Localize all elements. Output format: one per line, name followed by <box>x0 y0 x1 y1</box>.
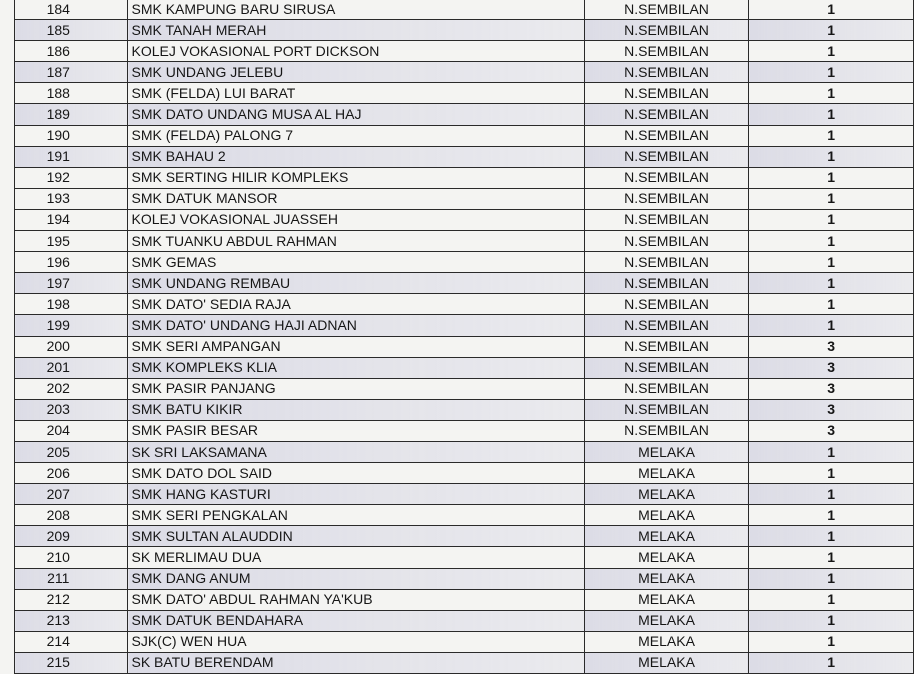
table-row <box>15 167 914 188</box>
row-number-cell: 202 <box>15 378 128 399</box>
count-cell: 1 <box>749 231 914 252</box>
table-row <box>15 125 914 146</box>
table-row <box>15 83 914 104</box>
table-row <box>15 505 914 526</box>
row-number-cell: 212 <box>15 589 128 610</box>
school-name-cell: SMK DANG ANUM <box>128 568 584 589</box>
row-number-cell: 198 <box>15 294 128 315</box>
count-cell: 1 <box>749 610 914 631</box>
state-cell: MELAKA <box>584 463 748 484</box>
state-cell: N.SEMBILAN <box>584 188 748 209</box>
state-cell: N.SEMBILAN <box>584 378 748 399</box>
state-cell: N.SEMBILAN <box>584 273 748 294</box>
table-row <box>15 526 914 547</box>
row-number-cell: 192 <box>15 167 128 188</box>
row-number-cell: 186 <box>15 41 128 62</box>
school-name-cell: SK SRI LAKSAMANA <box>128 441 584 462</box>
school-name-cell: SMK (FELDA) LUI BARAT <box>128 83 584 104</box>
state-cell: N.SEMBILAN <box>584 231 748 252</box>
table-row <box>15 0 914 20</box>
school-name-cell: SMK TUANKU ABDUL RAHMAN <box>128 231 584 252</box>
state-cell: MELAKA <box>584 610 748 631</box>
table-row <box>15 336 914 357</box>
table-row <box>15 273 914 294</box>
state-cell: MELAKA <box>584 526 748 547</box>
count-cell: 3 <box>749 420 914 441</box>
table-row <box>15 631 914 652</box>
count-cell: 1 <box>749 589 914 610</box>
school-name-cell: SMK UNDANG REMBAU <box>128 273 584 294</box>
count-cell: 1 <box>749 463 914 484</box>
row-number-cell: 215 <box>15 652 128 673</box>
state-cell: MELAKA <box>584 505 748 526</box>
row-number-cell: 211 <box>15 568 128 589</box>
school-name-cell: SMK PASIR PANJANG <box>128 378 584 399</box>
school-name-cell: SMK KOMPLEKS KLIA <box>128 357 584 378</box>
state-cell: N.SEMBILAN <box>584 399 748 420</box>
row-number-cell: 205 <box>15 441 128 462</box>
school-name-cell: SMK HANG KASTURI <box>128 484 584 505</box>
row-number-cell: 187 <box>15 62 128 83</box>
state-cell: N.SEMBILAN <box>584 357 748 378</box>
row-number-cell: 185 <box>15 20 128 41</box>
state-cell: N.SEMBILAN <box>584 252 748 273</box>
table-row <box>15 315 914 336</box>
table-row <box>15 231 914 252</box>
school-name-cell: SMK SERI PENGKALAN <box>128 505 584 526</box>
state-cell: N.SEMBILAN <box>584 20 748 41</box>
state-cell: MELAKA <box>584 631 748 652</box>
row-number-cell: 195 <box>15 231 128 252</box>
state-cell: N.SEMBILAN <box>584 0 748 20</box>
table-row <box>15 463 914 484</box>
state-cell: N.SEMBILAN <box>584 336 748 357</box>
state-cell: MELAKA <box>584 568 748 589</box>
table-row <box>15 62 914 83</box>
row-number-cell: 190 <box>15 125 128 146</box>
table-row <box>15 104 914 125</box>
school-name-cell: SMK SERTING HILIR KOMPLEKS <box>128 167 584 188</box>
table-row <box>15 252 914 273</box>
table-row <box>15 610 914 631</box>
count-cell: 1 <box>749 252 914 273</box>
table-row <box>15 484 914 505</box>
school-name-cell: SMK SERI AMPANGAN <box>128 336 584 357</box>
count-cell: 1 <box>749 315 914 336</box>
table-row <box>15 568 914 589</box>
row-number-cell: 210 <box>15 547 128 568</box>
school-name-cell: SMK DATO' UNDANG HAJI ADNAN <box>128 315 584 336</box>
count-cell: 1 <box>749 188 914 209</box>
table-row <box>15 589 914 610</box>
row-number-cell: 197 <box>15 273 128 294</box>
school-name-cell: SK MERLIMAU DUA <box>128 547 584 568</box>
school-name-cell: SMK DATO' ABDUL RAHMAN YA'KUB <box>128 589 584 610</box>
table-row <box>15 20 914 41</box>
school-name-cell: SMK DATUK MANSOR <box>128 188 584 209</box>
row-number-cell: 208 <box>15 505 128 526</box>
state-cell: N.SEMBILAN <box>584 104 748 125</box>
count-cell: 1 <box>749 146 914 167</box>
school-name-cell: SMK GEMAS <box>128 252 584 273</box>
row-number-cell: 200 <box>15 336 128 357</box>
school-name-cell: SMK DATUK BENDAHARA <box>128 610 584 631</box>
school-name-cell: SMK (FELDA) PALONG 7 <box>128 125 584 146</box>
count-cell: 1 <box>749 568 914 589</box>
state-cell: N.SEMBILAN <box>584 62 748 83</box>
school-name-cell: SMK BAHAU 2 <box>128 146 584 167</box>
row-number-cell: 184 <box>15 0 128 20</box>
state-cell: N.SEMBILAN <box>584 315 748 336</box>
state-cell: N.SEMBILAN <box>584 209 748 230</box>
count-cell: 1 <box>749 20 914 41</box>
table-row <box>15 378 914 399</box>
table-row <box>15 294 914 315</box>
row-number-cell: 194 <box>15 209 128 230</box>
row-number-cell: 206 <box>15 463 128 484</box>
count-cell: 1 <box>749 125 914 146</box>
count-cell: 1 <box>749 83 914 104</box>
count-cell: 1 <box>749 273 914 294</box>
table-row <box>15 209 914 230</box>
count-cell: 3 <box>749 336 914 357</box>
count-cell: 1 <box>749 41 914 62</box>
row-number-cell: 209 <box>15 526 128 547</box>
count-cell: 1 <box>749 547 914 568</box>
row-number-cell: 191 <box>15 146 128 167</box>
school-name-cell: SMK DATO' SEDIA RAJA <box>128 294 584 315</box>
row-number-cell: 196 <box>15 252 128 273</box>
count-cell: 1 <box>749 631 914 652</box>
school-name-cell: SMK BATU KIKIR <box>128 399 584 420</box>
school-name-cell: KOLEJ VOKASIONAL PORT DICKSON <box>128 41 584 62</box>
row-number-cell: 203 <box>15 399 128 420</box>
count-cell: 1 <box>749 484 914 505</box>
count-cell: 1 <box>749 167 914 188</box>
count-cell: 1 <box>749 505 914 526</box>
row-number-cell: 189 <box>15 104 128 125</box>
count-cell: 1 <box>749 652 914 673</box>
row-number-cell: 199 <box>15 315 128 336</box>
row-number-cell: 214 <box>15 631 128 652</box>
table-row <box>15 420 914 441</box>
row-number-cell: 204 <box>15 420 128 441</box>
table-body <box>15 0 914 674</box>
count-cell: 1 <box>749 209 914 230</box>
table-row <box>15 188 914 209</box>
count-cell: 1 <box>749 104 914 125</box>
school-name-cell: SMK SULTAN ALAUDDIN <box>128 526 584 547</box>
school-name-cell: SMK DATO DOL SAID <box>128 463 584 484</box>
state-cell: N.SEMBILAN <box>584 167 748 188</box>
row-number-cell: 193 <box>15 188 128 209</box>
school-name-cell: SMK DATO UNDANG MUSA AL HAJ <box>128 104 584 125</box>
count-cell: 1 <box>749 0 914 20</box>
table-row <box>15 547 914 568</box>
state-cell: MELAKA <box>584 547 748 568</box>
row-number-cell: 201 <box>15 357 128 378</box>
row-number-cell: 207 <box>15 484 128 505</box>
state-cell: N.SEMBILAN <box>584 146 748 167</box>
count-cell: 3 <box>749 399 914 420</box>
state-cell: N.SEMBILAN <box>584 125 748 146</box>
count-cell: 3 <box>749 357 914 378</box>
count-cell: 1 <box>749 526 914 547</box>
count-cell: 1 <box>749 62 914 83</box>
state-cell: MELAKA <box>584 589 748 610</box>
school-name-cell: SMK UNDANG JELEBU <box>128 62 584 83</box>
school-name-cell: KOLEJ VOKASIONAL JUASSEH <box>128 209 584 230</box>
table-row <box>15 399 914 420</box>
row-number-cell: 188 <box>15 83 128 104</box>
state-cell: N.SEMBILAN <box>584 41 748 62</box>
state-cell: MELAKA <box>584 441 748 462</box>
school-allocation-table <box>14 0 914 674</box>
count-cell: 1 <box>749 441 914 462</box>
state-cell: MELAKA <box>584 484 748 505</box>
school-name-cell: SMK TANAH MERAH <box>128 20 584 41</box>
state-cell: MELAKA <box>584 652 748 673</box>
row-number-cell: 213 <box>15 610 128 631</box>
count-cell: 1 <box>749 294 914 315</box>
state-cell: N.SEMBILAN <box>584 83 748 104</box>
school-name-cell: SMK KAMPUNG BARU SIRUSA <box>128 0 584 20</box>
table-row <box>15 652 914 673</box>
table-row <box>15 41 914 62</box>
table-row <box>15 441 914 462</box>
state-cell: N.SEMBILAN <box>584 420 748 441</box>
table-row <box>15 357 914 378</box>
school-name-cell: SK BATU BERENDAM <box>128 652 584 673</box>
table-row <box>15 146 914 167</box>
count-cell: 3 <box>749 378 914 399</box>
school-name-cell: SMK PASIR BESAR <box>128 420 584 441</box>
school-name-cell: SJK(C) WEN HUA <box>128 631 584 652</box>
state-cell: N.SEMBILAN <box>584 294 748 315</box>
